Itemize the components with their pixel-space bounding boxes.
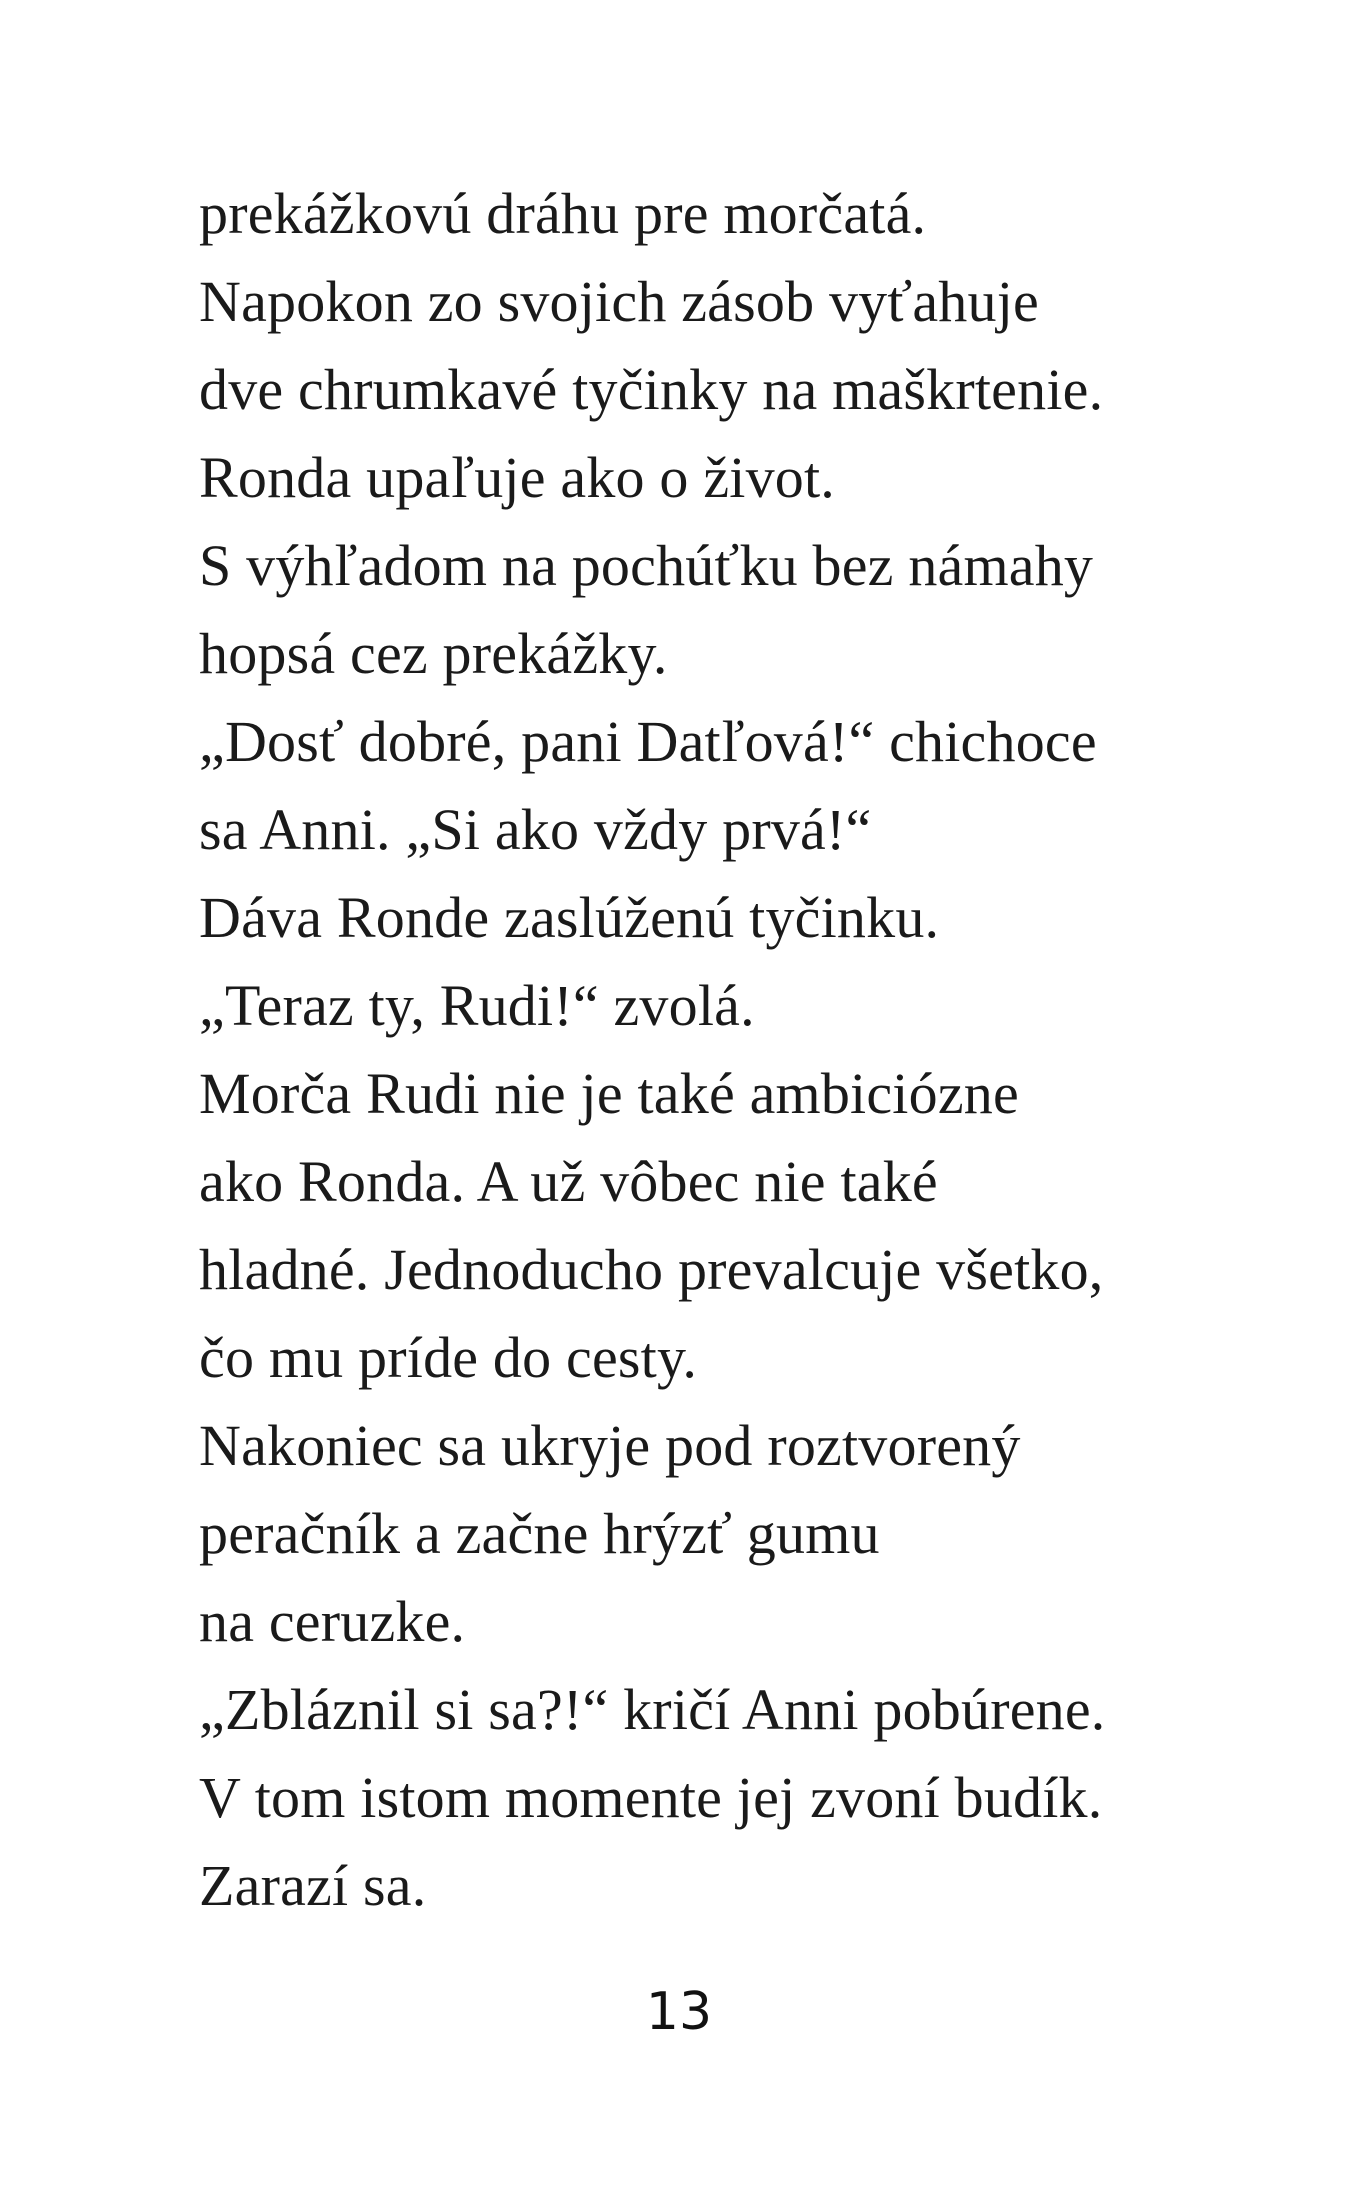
text-line: hladné. Jednoducho prevalcuje všetko,	[199, 1237, 1104, 1302]
page-number: 13	[645, 1982, 713, 2042]
text-line: „Zbláznil si sa?!“ kričí Anni pobúrene.	[199, 1677, 1106, 1742]
body-text	[199, 170, 1199, 1930]
text-line: sa Anni. „Si ako vždy prvá!“	[199, 797, 872, 862]
text-line: Napokon zo svojich zásob vyťahuje	[199, 269, 1039, 334]
text-line: ako Ronda. A už vôbec nie také	[199, 1149, 938, 1214]
text-line: Ronda upaľuje ako o život.	[199, 445, 836, 510]
text-line: čo mu príde do cesty.	[199, 1325, 698, 1390]
text-line: „Dosť dobré, pani Datľová!“ chichoce	[199, 709, 1097, 774]
text-line: peračník a začne hrýzť gumu	[199, 1501, 880, 1566]
text-line: S výhľadom na pochúťku bez námahy	[199, 533, 1094, 598]
text-line: prekážkovú dráhu pre morčatá.	[199, 181, 927, 246]
text-line: dve chrumkavé tyčinky na maškrtenie.	[199, 357, 1104, 422]
text-line: „Teraz ty, Rudi!“ zvolá.	[199, 973, 755, 1038]
text-line: Morča Rudi nie je také ambiciózne	[199, 1061, 1019, 1126]
text-line: hopsá cez prekážky.	[199, 621, 668, 686]
text-line: na ceruzke.	[199, 1589, 466, 1654]
text-line: Zarazí sa.	[199, 1853, 427, 1918]
text-line: V tom istom momente jej zvoní budík.	[199, 1765, 1103, 1830]
text-line: Nakoniec sa ukryje pod roztvorený	[199, 1413, 1021, 1478]
text-line: Dáva Ronde zaslúženú tyčinku.	[199, 885, 940, 950]
